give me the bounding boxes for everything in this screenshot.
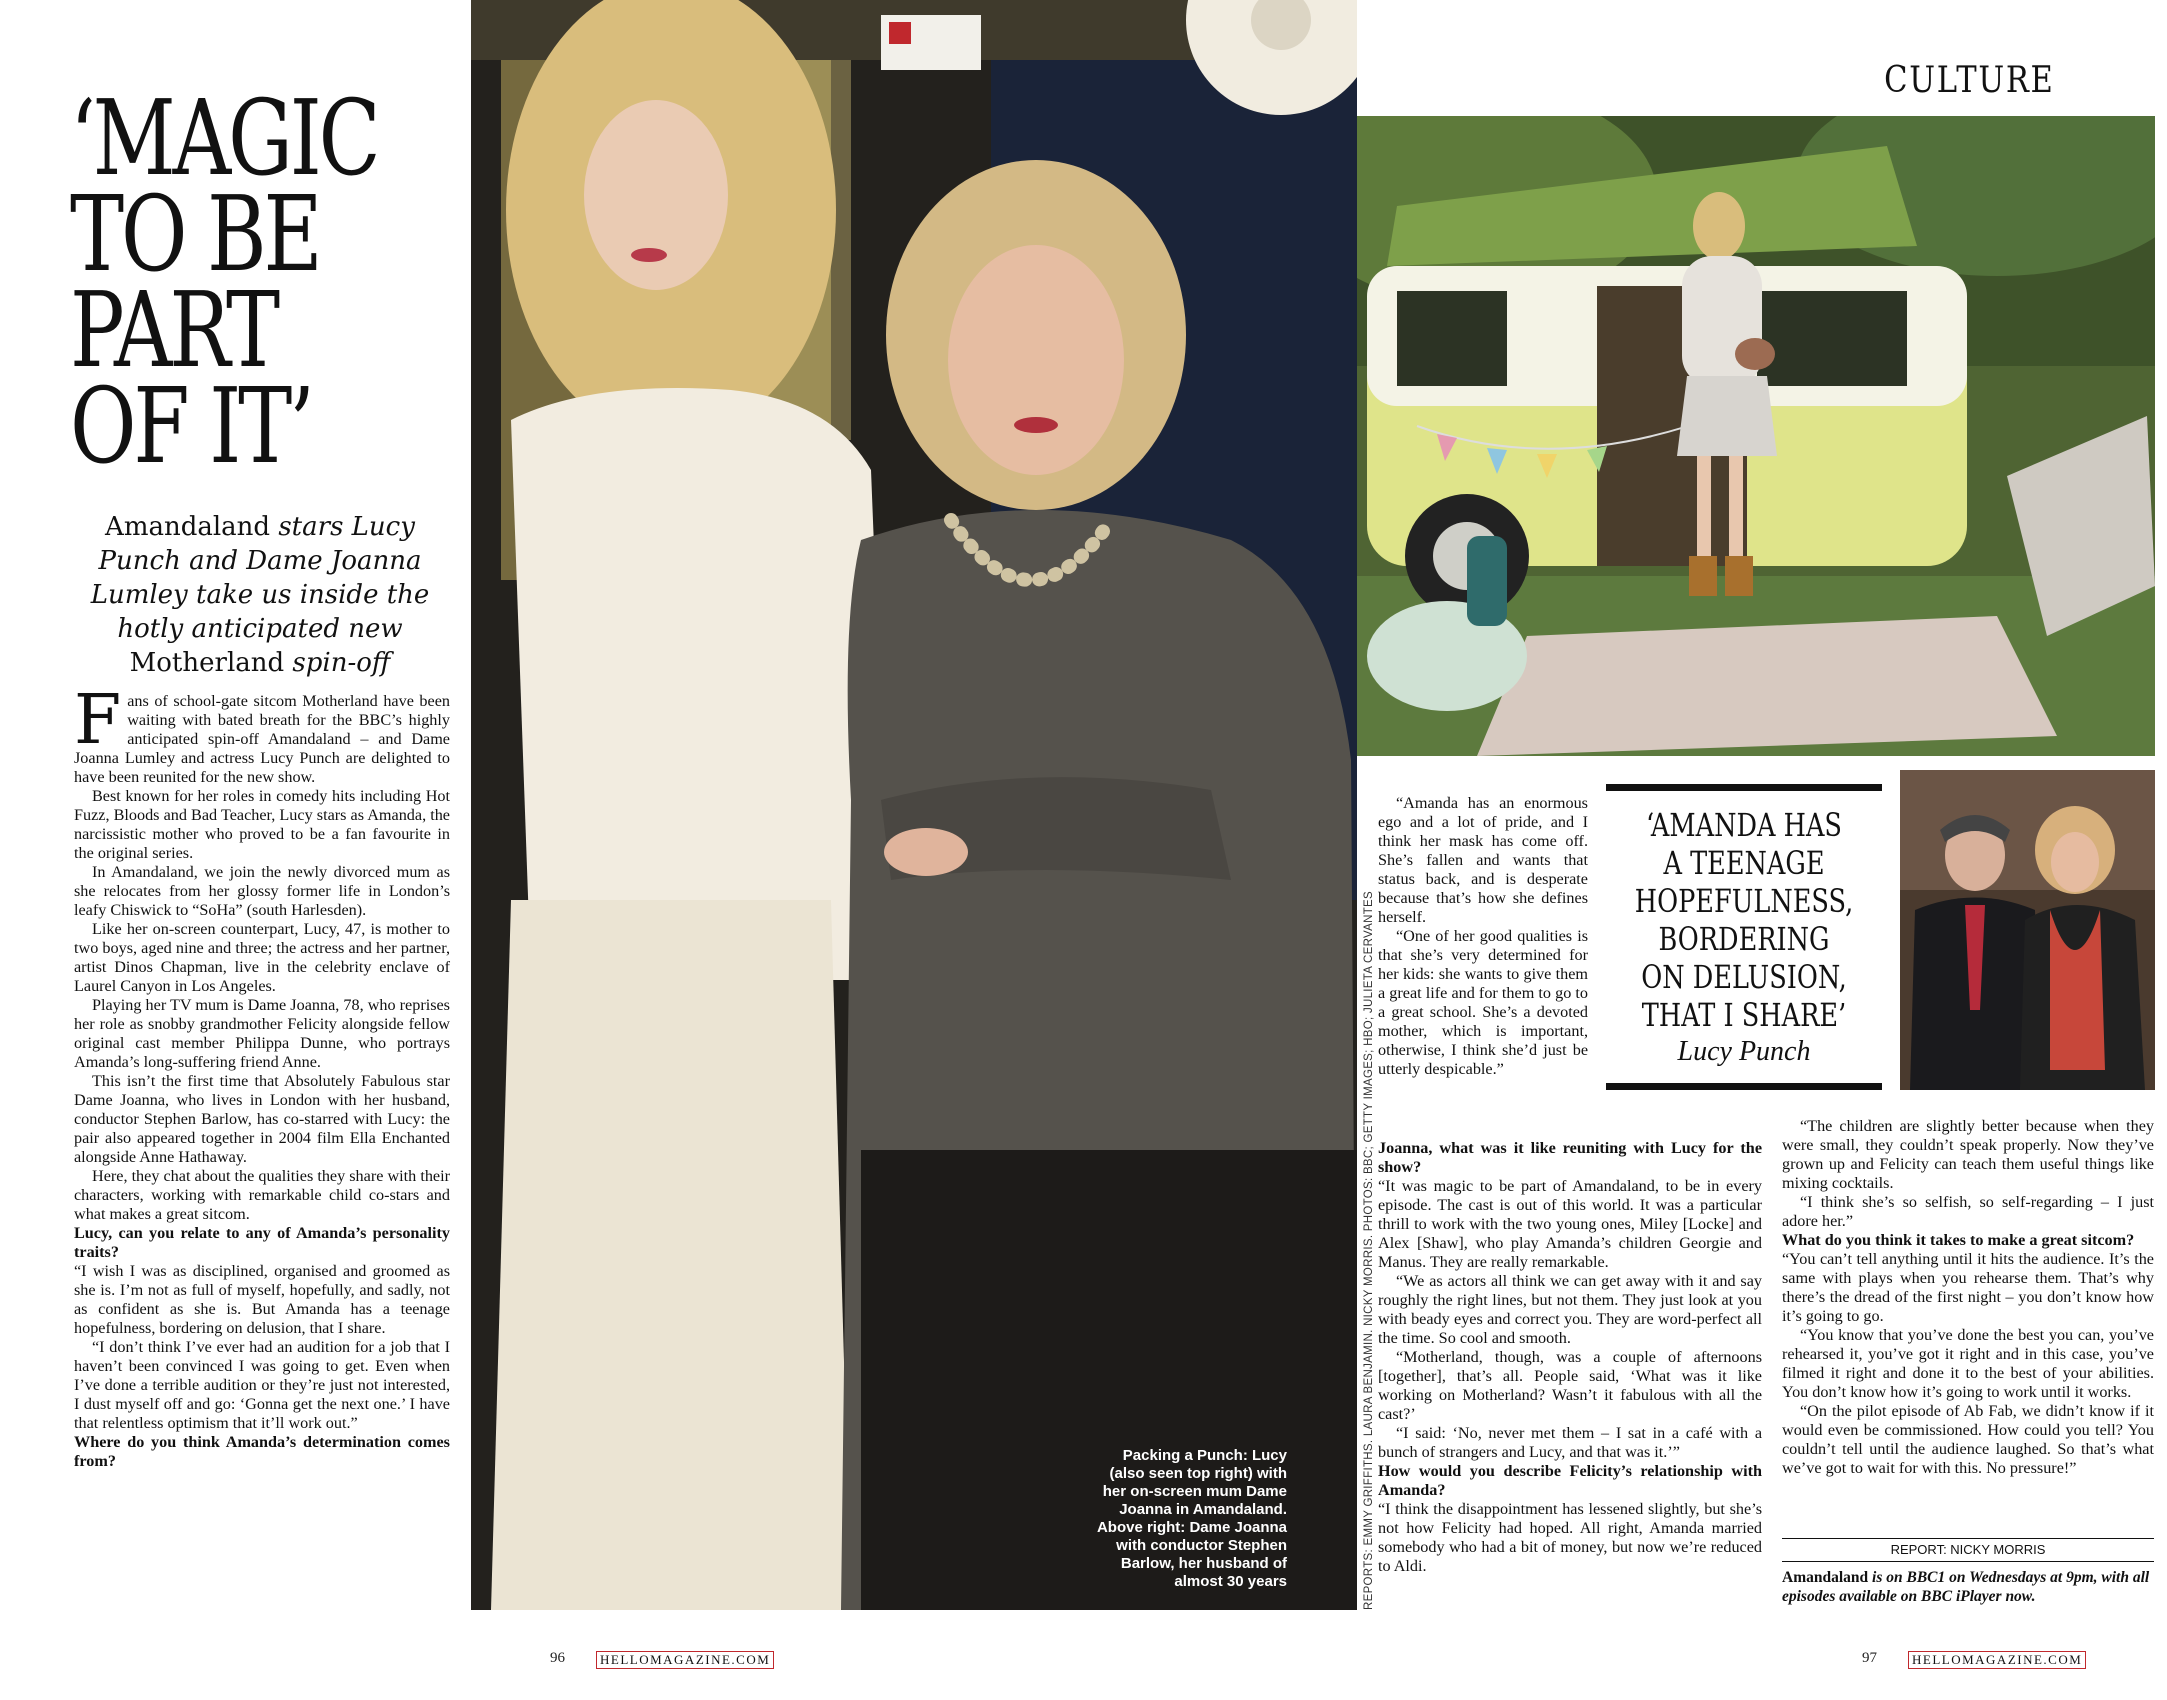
- report-credit: REPORT: NICKY MORRIS: [1890, 1542, 2046, 1557]
- pull-quote: [1621, 806, 1867, 1034]
- report-top-rule: [1782, 1538, 2154, 1539]
- pull-quote-line: ON DELUSION,: [1641, 958, 1847, 996]
- standfirst-show-title: Amandaland: [105, 512, 271, 542]
- pullquote-bottom-rule: [1606, 1083, 1882, 1090]
- broadcast-details: is on BBC1 on Wednesdays at 9pm, with all episodes available on BBC iPlayer now.: [1782, 1569, 2150, 1605]
- interview-answer: “I don’t think I’ve ever had an audition for a job that I haven’t been convinced I was going to get. Even when I’ve done a terrible audition or they’re just not interested, I dust myself off and go: ‘Gonna get the next one.’ I have that relentless optimism that it’ll work out.”: [74, 1338, 450, 1432]
- body-paragraph: “Amanda has an enormous ego and a lot of pride, and I think her mask has come off. She’s fallen and wants that status back, and is desperate because that’s how she defines herself.: [1378, 794, 1588, 926]
- pull-quote-attribution: Lucy Punch: [1677, 1036, 1811, 1067]
- pull-quote-line: ‘AMANDA HAS: [1646, 806, 1842, 844]
- body-paragraph: “One of her good qualities is that she’s very determined for her kids: she wants to give them a great life and for them to go to a great school. She’s a devoted mother, which is important, otherwise, I think she’d just be utterly despicable.”: [1378, 927, 1588, 1078]
- body-paragraph: In Amandaland, we join the newly divorced mum as she relocates from her glossy former life in London’s leafy Chiswick to “SoHa” (south Harlesden).: [74, 863, 450, 919]
- standfirst: [70, 510, 450, 680]
- website-link-left[interactable]: HELLOMAGAZINE.COM: [596, 1651, 774, 1669]
- body-paragraph: “I think she’s so selfish, so self-regarding – I just adore her.”: [1782, 1193, 2154, 1230]
- website-link-right[interactable]: HELLOMAGAZINE.COM: [1908, 1651, 2086, 1669]
- page-number-right: 97: [1862, 1650, 1877, 1666]
- standfirst-text: spin-off: [284, 648, 391, 678]
- main-photo-illustration: [471, 0, 1357, 1610]
- broadcast-info: [1782, 1568, 2154, 1606]
- inset-photo: [1900, 770, 2155, 1090]
- interview-question: What do you think it takes to make a great sitcom?: [1782, 1231, 2135, 1249]
- page-number-left: 96: [550, 1650, 565, 1666]
- interview-question: Where do you think Amanda’s determination comes from?: [74, 1433, 450, 1470]
- body-paragraph: Here, they chat about the qualities they share with their characters, working with remarkable child co-stars and what makes a great sitcom.: [74, 1167, 450, 1223]
- interview-answer: “It was magic to be part of Amandaland, to be in every episode. The cast is out of this world. It was a particular thrill to work with the two young ones, Miley [Locke] and Alex [Shaw], who play Amanda’s children Georgie and Manus. They are really remarkable.: [1378, 1177, 1762, 1271]
- interview-question: Joanna, what was it like reuniting with Lucy for the show?: [1378, 1139, 1762, 1176]
- body-paragraph: Like her on-screen counterpart, Lucy, 47, is mother to two boys, aged nine and three; the actress and her partner, artist Dinos Chapman, live in the celebrity enclave of Laurel Canyon in Los Angeles.: [74, 920, 450, 995]
- caption-line: Packing a Punch: Lucy: [1122, 1447, 1287, 1464]
- headline: [70, 77, 378, 487]
- interview-answer: “You can’t tell anything until it hits the audience. It’s the same with plays when you rehearse them. That’s why there’s the dread of the first night – you don’t know how it’s going to go.: [1782, 1250, 2154, 1325]
- caption-line: with conductor Stephen: [1116, 1537, 1287, 1554]
- main-photo: [471, 0, 1357, 1610]
- body-paragraph: “The children are slightly better because when they were small, they couldn’t speak properly. Now they’ve grown up and Felicity can teach them useful things like mixing cocktails.: [1782, 1117, 2154, 1192]
- right-column: [1782, 1117, 2154, 1478]
- dropcap: F: [74, 681, 122, 760]
- pull-quote-line: BORDERING: [1658, 920, 1830, 958]
- middle-column: [1378, 1139, 1762, 1576]
- headline-line: PART: [70, 269, 278, 391]
- caption-line: Above right: Dame Joanna: [1096, 1519, 1287, 1536]
- caption-line: Barlow, her husband of: [1120, 1555, 1287, 1572]
- left-column: [74, 681, 450, 1471]
- body-paragraph: Best known for her roles in comedy hits including Hot Fuzz, Bloods and Bad Teacher, Lucy stars as Amanda, the narcissistic mother who proved to be a fan favourite in the original series.: [74, 787, 450, 862]
- caption-line: (also seen top right) with: [1109, 1465, 1287, 1482]
- standfirst-show-title: Motherland: [129, 648, 285, 678]
- van-photo-illustration: [1357, 116, 2155, 756]
- caption-line: almost 30 years: [1174, 1573, 1287, 1590]
- pull-quote-line: A TEENAGE: [1663, 844, 1825, 882]
- headline-line: TO BE: [70, 173, 320, 295]
- interview-question: How would you describe Felicity’s relationship with Amanda?: [1378, 1462, 1762, 1499]
- body-paragraph: Playing her TV mum is Dame Joanna, 78, who reprises her role as snobby grandmother Felicity alongside fellow original cast member Philippa Dunne, who portrays Amanda’s long-suffering friend Anne.: [74, 996, 450, 1071]
- caption-line: her on-screen mum Dame: [1102, 1483, 1287, 1500]
- interview-answer: “Motherland, though, was a couple of afternoons [together], that’s all. People said, ‘What was it like working on Motherland? Wasn’t it fabulous with all the cast?’: [1378, 1348, 1762, 1423]
- body-paragraph: This isn’t the first time that Absolutely Fabulous star Dame Joanna, who lives in London with her husband, conductor Stephen Barlow, has co-starred with Lucy: the pair also appeared together in 2004 film Ella Enchanted alongside Anne Hathaway.: [74, 1072, 450, 1166]
- report-bottom-rule: [1782, 1561, 2154, 1562]
- photo-credit: REPORTS: EMMY GRIFFITHS. LAURA BENJAMIN. NICKY MORRIS. PHOTOS: BBC; GETTY IMAGES; HBO; JULIETA CERVANTES: [1363, 891, 1375, 1610]
- interview-answer: “You know that you’ve done the best you can, you’ve rehearsed it, you’ve got it right and in this case, you’ve filmed it right and done it to the best of your abilities. You don’t know how it’s going to work until it works.: [1782, 1326, 2154, 1401]
- interview-answer: “On the pilot episode of Ab Fab, we didn’t know if it would even be commissioned. How could you tell? You couldn’t tell until the audience laughed. So that’s what we’ve got to wait for with this. No pressure!”: [1782, 1402, 2154, 1477]
- interview-answer: “I said: ‘No, never met them – I sat in a café with a bunch of strangers and Lucy, and that was it.’”: [1378, 1424, 1762, 1461]
- photo-caption: [1067, 1447, 1287, 1591]
- interview-question: Lucy, can you relate to any of Amanda’s personality traits?: [74, 1224, 450, 1261]
- middle-column-intro: [1378, 794, 1588, 1079]
- headline-line: ‘MAGIC: [70, 77, 378, 199]
- pull-quote-line: HOPEFULNESS,: [1634, 882, 1854, 920]
- pull-quote-line: THAT I SHARE’: [1641, 996, 1847, 1034]
- inset-photo-illustration: [1900, 770, 2155, 1090]
- interview-answer: “We as actors all think we can get away with it and say roughly the right lines, but not them. They just look at you with beady eyes and correct you. They are word-perfect all the time. So cool and smooth.: [1378, 1272, 1762, 1347]
- headline-line: OF IT’: [70, 365, 312, 487]
- standfirst-text: stars Lucy Punch and Dame Joanna Lumley take us inside the hotly anticipated new: [90, 512, 430, 644]
- pullquote-top-rule: [1606, 784, 1882, 791]
- van-photo: [1357, 116, 2155, 756]
- body-paragraph: Fans of school-gate sitcom Motherland have been waiting with bated breath for the BBC’s highly anticipated spin-off Amandaland – and Dame Joanna Lumley and actress Lucy Punch are delighted to have been reunited for the new show.: [74, 681, 450, 786]
- broadcast-show-title: Amandaland: [1782, 1569, 1869, 1586]
- interview-answer: “I wish I was as disciplined, organised and groomed as she is. I’m not as full of myself, hopefully, and sadly, not as confident as she is. But Amanda has a teenage hopefulness, bordering on delusion, that I share.: [74, 1262, 450, 1337]
- section-label: CULTURE: [1884, 60, 2055, 101]
- caption-line: Joanna in Amandaland.: [1119, 1501, 1287, 1518]
- interview-answer: “I think the disappointment has lessened slightly, but she’s not how Felicity had hoped. All right, Amanda married somebody who had a bit of money, but now we’re reduced to Aldi.: [1378, 1500, 1762, 1575]
